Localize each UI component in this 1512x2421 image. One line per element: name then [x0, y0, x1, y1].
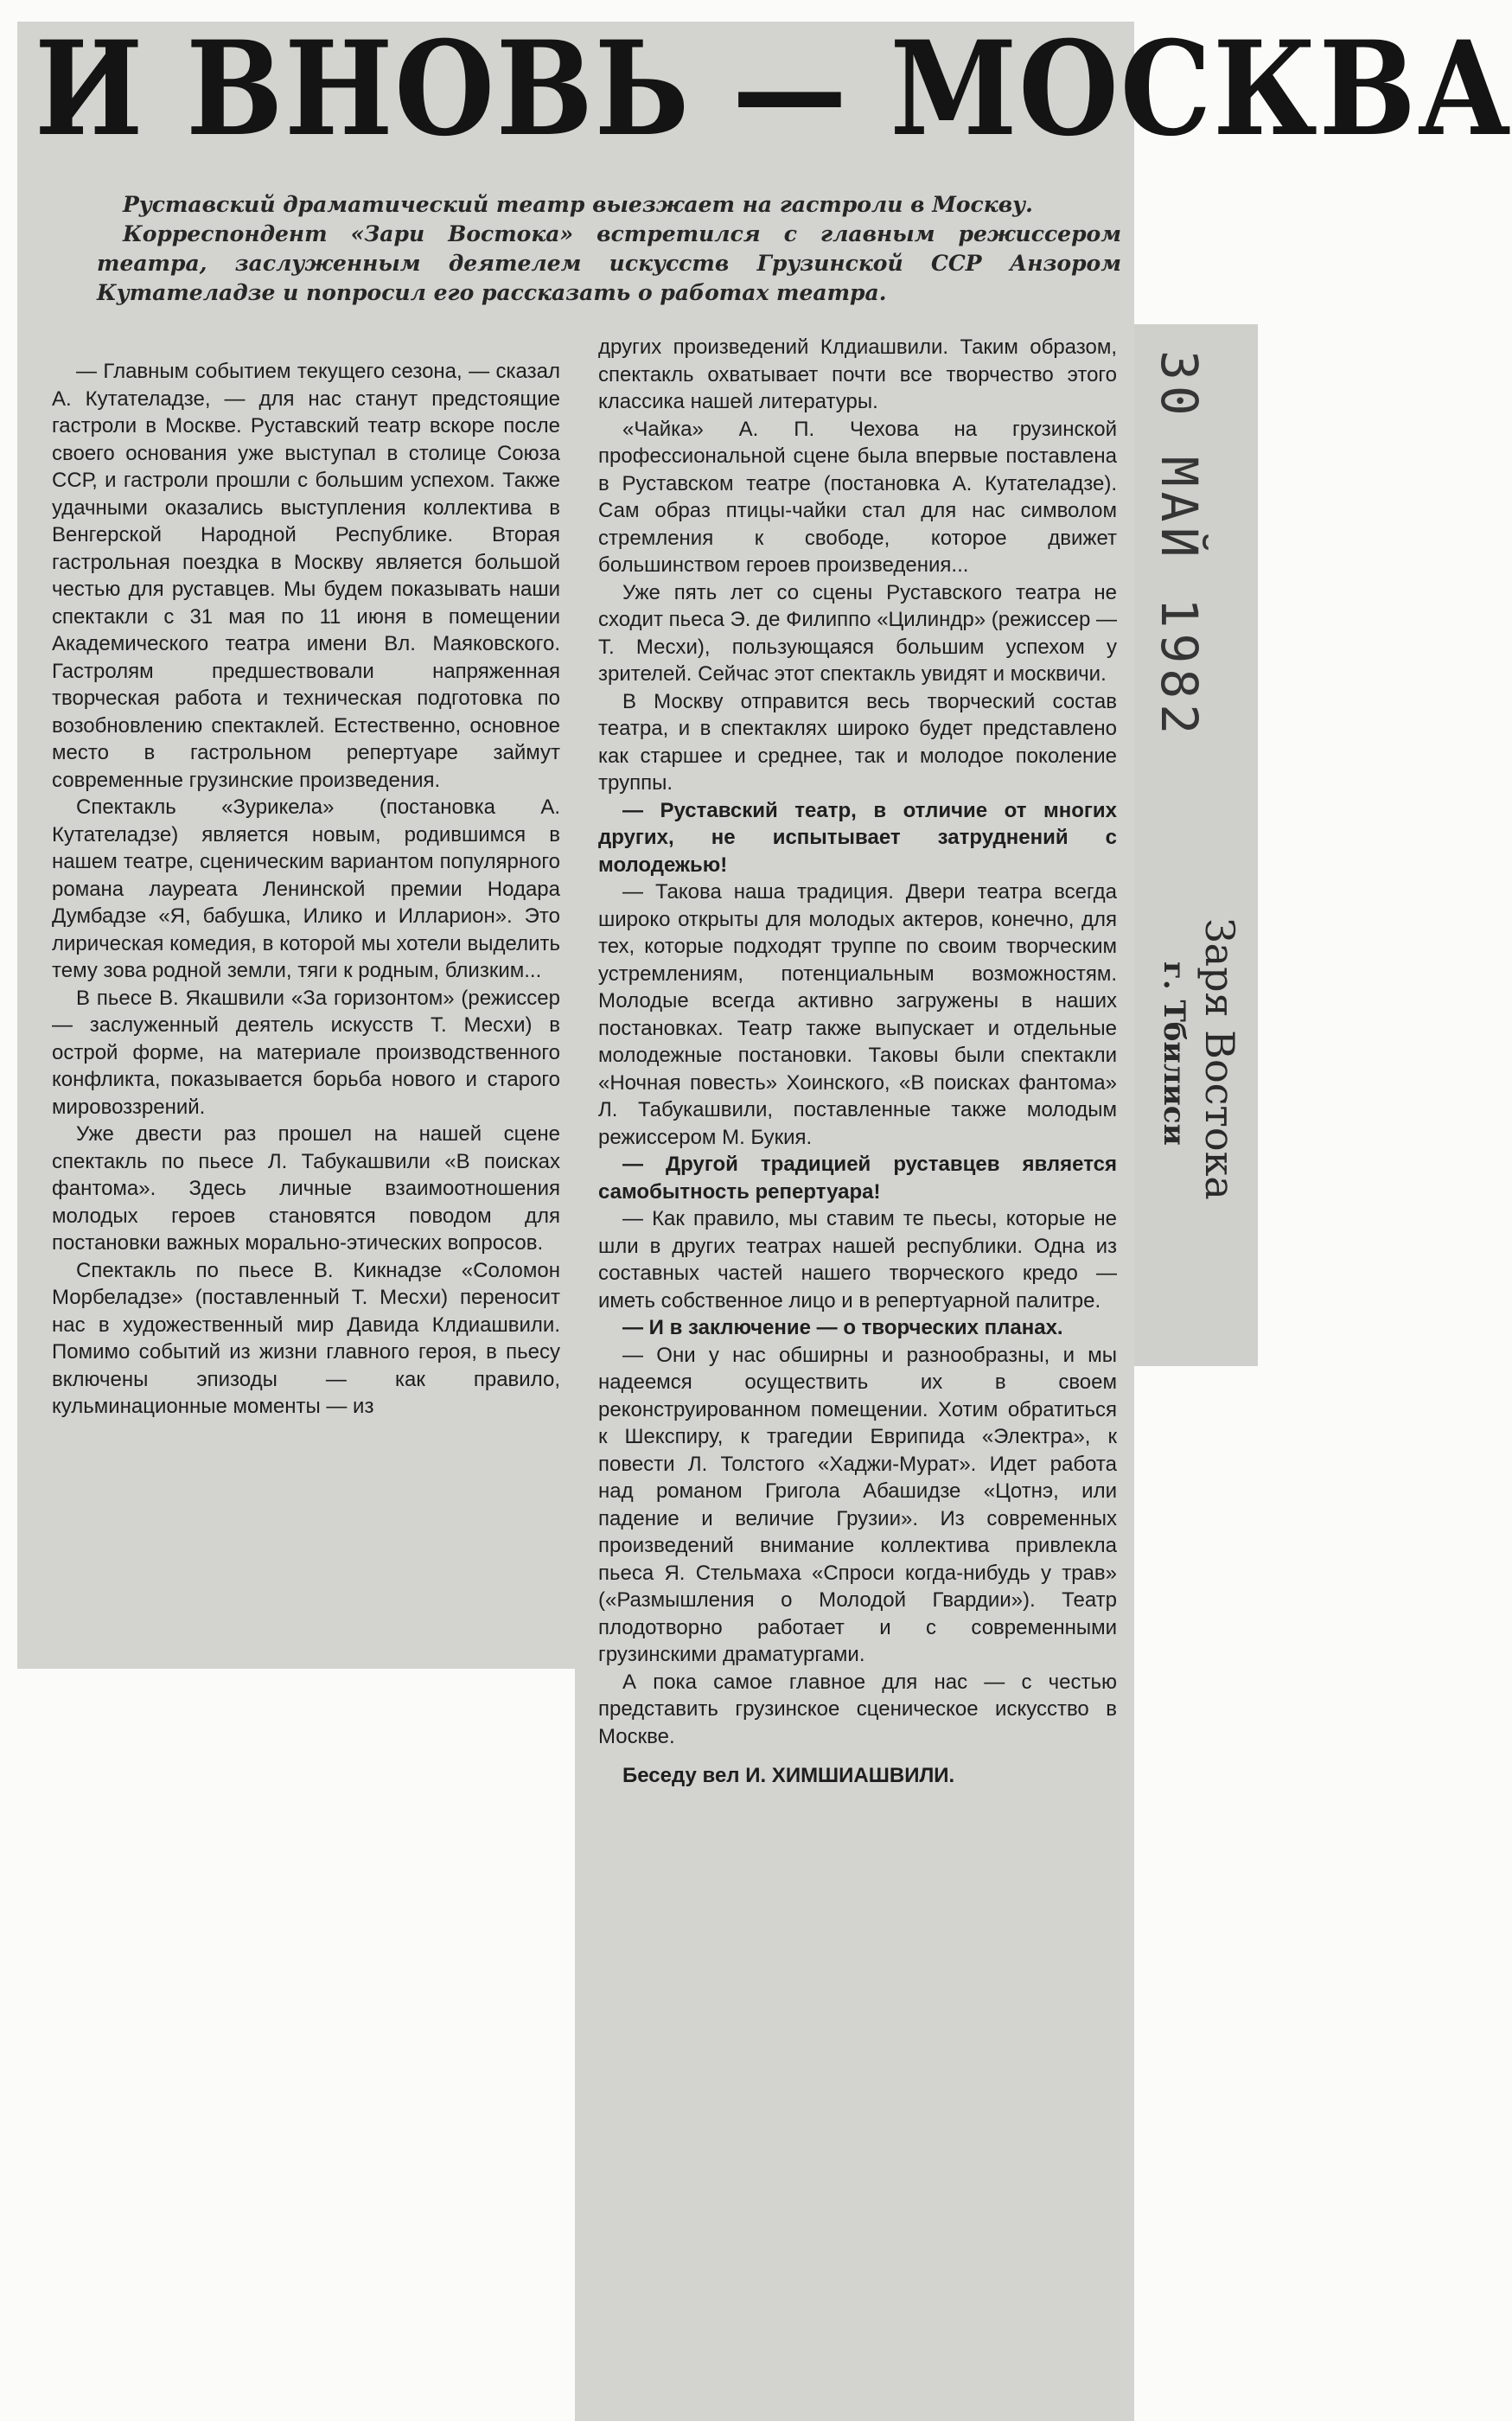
paragraph: — Главным событием текущего сезона, — сказал А. Кутателадзе, — для нас станут предстоящие гастроли в Москве. Руставский театр вскоре после своего основания уже выступал в столице Союза ССР, и гастроли прошли с большим успехом. Также удачными оказались выступления коллектива в Венгерской Народной Республике. Вторая гастрольная поездка в Москву является большой честью для руставцев. Мы будем показывать наши спектакли с 31 мая по 11 июня в помещении Академического театра имени Вл. Маяковского. Гастролям предшествовали напряженная творческая работа и техническая подготовка по возобновлению спектаклей. Естественно, основное место в гастрольном репертуаре займут современные грузинские произведения. [52, 360, 560, 792]
lead-paragraph [97, 190, 1121, 308]
newspaper-name: Заря Востока [1196, 918, 1243, 1200]
paragraph: — Такова наша традиция. Двери театра всегда широко открыты для молодых актеров, конечно, для тех, которые подходят труппе по своим творческим устремлениям, потенциальным возможностям. Молодые всегда активно загружены в наших постановках. Театр также выпускает и отдельные молодежные постановки. Таковы были спектакли «Ночная повесть» Хоинского, «В поисках фантома» Л. Табукашвили, поставленные также молодым режиссером М. Букия. [598, 880, 1117, 1149]
paragraph: В пьесе В. Якашвили «За горизонтом» (режиссер — заслуженный деятель искусств Т. Месхи) в острой форме, на материале производственного конфликта, показывается борьба нового и старого мировоззрений. [52, 986, 560, 1119]
newspaper-city: г. Тбилиси [1157, 961, 1191, 1146]
headline: И ВНОВЬ — МОСКВА [35, 13, 1512, 165]
question-paragraph: — И в заключение — о творческих планах. [622, 1316, 1063, 1339]
signature: Беседу вел И. ХИМШИАШВИЛИ. [622, 1764, 955, 1787]
paragraph: — Как правило, мы ставим те пьесы, которые не шли в других театрах нашей республики. Одна из составных частей нашего творческого кредо — иметь собственное лицо и в репертуарной палитре. [598, 1207, 1117, 1313]
paragraph: А пока самое главное для нас — с честью представить грузинское сценическое искусство в Москве. [598, 1670, 1117, 1748]
paragraph: Спектакль «Зурикела» (постановка А. Кутателадзе) является новым, родившимся в нашем театре, сценическим вариантом популярного романа лауреата Ленинской премии Нодара Думбадзе «Я, бабушка, Илико и Илларион». Это лирическая комедия, в которой мы хотели выделить тему зова родной земли, тяги к родным, близким... [52, 795, 560, 982]
paragraph: Уже двести раз прошел на нашей сцене спектакль по пьесе Л. Табукашвили «В поисках фантома». Здесь личные взаимоотношения молодых героев становятся поводом для постановки важных морально-этических вопросов. [52, 1122, 560, 1255]
paragraph: Уже пять лет со сцены Руставского театра не сходит пьеса Э. де Филиппо «Цилиндр» (режиссер — Т. Месхи), пользующаяся большим успехом у зрителей. Сейчас этот спектакль увидят и москвичи. [598, 580, 1117, 686]
paragraph: Спектакль по пьесе В. Кикнадзе «Соломон Морбеладзе» (поставленный Т. Месхи) переносит нас в художественный мир Давида Клдиашвили. Помимо событий из жизни главного героя, в пьесу включены эпизоды — как правило, кульминационные моменты — из [52, 1258, 560, 1418]
paragraph: В Москву отправится весь творческий состав театра, и в спектаклях широко будет представлено как старшее и среднее, так и молодое поколение труппы. [598, 689, 1117, 795]
lead-line-1: Руставский драматический театр выезжает на гастроли в Москву. [123, 192, 1033, 217]
left-column [52, 358, 560, 1421]
paragraph: других произведений Клдиашвили. Таким образом, спектакль охватывает почти все творчество этого классика нашей литературы. [598, 335, 1117, 413]
right-column [598, 334, 1117, 1790]
lead-line-2: Корреспондент «Зари Востока» встретился с главным режиссером театра, заслуженным деятелем искусств Грузинской ССР Анзором Кутателадзе и попросил его рассказать о работах театра. [97, 221, 1121, 305]
paragraph: «Чайка» А. П. Чехова на грузинской профессиональной сцене была впервые поставлена в Руставском театре (постановка А. Кутателадзе). Сам образ птицы-чайки стал для нас символом стремления к свободе, которое движет большинством героев произведения... [598, 417, 1117, 577]
question-paragraph: — Руставский театр, в отличие от многих других, не испытывает затруднений с молодежью! [598, 798, 1117, 877]
date-stamp: 30 МАЙ 1982 [1150, 350, 1209, 740]
paragraph: — Они у нас обширны и разнообразны, и мы надеемся осуществить их в своем реконструированном помещении. Хотим обратиться к Шекспиру, к трагедии Еврипида «Электра», к повести Л. Толстого «Хаджи-Мурат». Идет работа над романом Григола Абашидзе «Цотнэ, или падение и величие Грузии». Из современных произведений внимание коллектива привлекла пьеса Я. Стельмаха «Спроси когда-нибудь у трав» («Размышления о Молодой Гвардии»). Театр плодотворно работает и с современными грузинскими драматургами. [598, 1343, 1117, 1666]
question-paragraph: — Другой традицией руставцев является самобытность репертуара! [598, 1153, 1117, 1204]
